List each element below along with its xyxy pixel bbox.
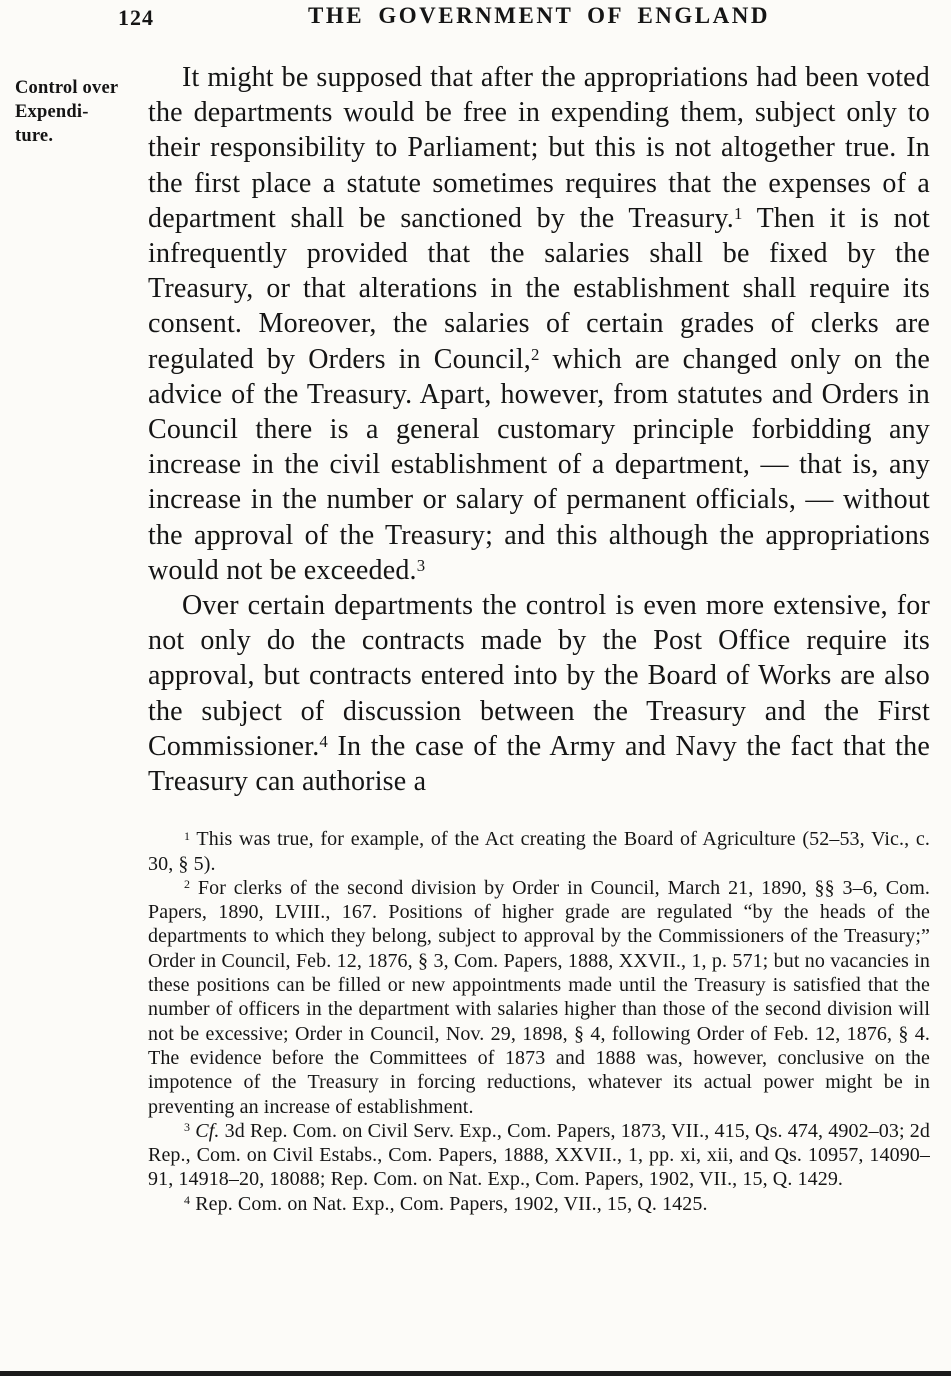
- paragraph-extended-control: Over certain departments the control is even more extensive, for not only do the contracts made by the Post Office require its approval, but contracts entered into by the Board of Works are also the subject of discussion between the Treasury and the First Commissioner.$^4$ In the case of the Army and Navy the fact that the Treasury can authorise a: [148, 590, 930, 798]
- footnote-1: $^1$ This was true, for example, of the Act creating the Board of Agriculture (52–53, Vic., c. 30, § 5).: [148, 828, 930, 875]
- paragraph-control-over-expenditure: It might be supposed that after the appropriations had been voted the departments would be free in expending them, subject only to their responsibility to Parliament; but this is not altogether true. In the first place a statute sometimes requires that the expenses of a department shall be sanctioned by the Treasury.$^1$ Then it is not infrequently provided that the salaries shall be fixed by the Treasury, or that alterations in the establishment shall require its consent. Moreover, the salaries of certain grades of clerks are regulated by Orders in Council,$^2$ which are changed only on the advice of the Treasury. Apart, however, from statutes and Orders in Council there is a general customary principle forbidding any increase in the civil establishment of a department, — that is, any increase in the number or salary of permanent officials, — without the approval of the Treasury; and this although the appropriations would not be exceeded.$^3$: [148, 62, 930, 586]
- margin-note: [15, 76, 145, 148]
- scan-edge: [0, 1371, 951, 1376]
- footnote-2: $^2$ For clerks of the second division by Order in Council, March 21, 1890, §§ 3–6, Com. Papers, 1890, LVIII., 167. Positions of higher grade are regulated “by the heads of the departments to which they belong, subject to approval by the Commissioners of the Treasury;” Order in Council, Feb. 12, 1876, § 3, Com. Papers, 1888, XXVII., 1, p. 571; but no vacancies in these positions can be filled or new appointments made until the Treasury is satisfied that the number of officers in the department with salaries higher than those of the second division will not be excessive; Order in Council, Nov. 29, 1898, § 4, following Order of Feb. 12, 1876, § 4. The evidence before the Committees of 1873 and 1888 was, however, conclusive on the impotence of the Treasury in forcing reductions, whatever its actual power might be in preventing an increase of establishment.: [148, 876, 930, 1118]
- footnote-4: $^4$ Rep. Com. on Nat. Exp., Com. Papers, 1902, VII., 15, Q. 1425.: [184, 1192, 708, 1215]
- margin-note-line: Control over: [15, 78, 119, 98]
- page-number: 124: [118, 5, 154, 30]
- footnotes-block: [148, 827, 930, 1216]
- margin-note-line: Expendi-: [15, 102, 89, 122]
- footnote-3: $^3$ Cf. 3d Rep. Com. on Civil Serv. Exp., Com. Papers, 1873, VII., 415, Qs. 474, 4902–03; 2d Rep., Com. on Civil Estabs., Com. Papers, 1888, XXVII., 1, pp. xi, xii, and Qs. 10957, 14090–91, 14918–20, 18088; Rep. Com. on Nat. Exp., Com. Papers, 1902, VII., 15, Q. 1429.: [148, 1119, 930, 1191]
- running-title: THE GOVERNMENT OF ENGLAND: [308, 3, 770, 28]
- text-column: [148, 60, 930, 1216]
- margin-note-line: ture.: [15, 126, 54, 146]
